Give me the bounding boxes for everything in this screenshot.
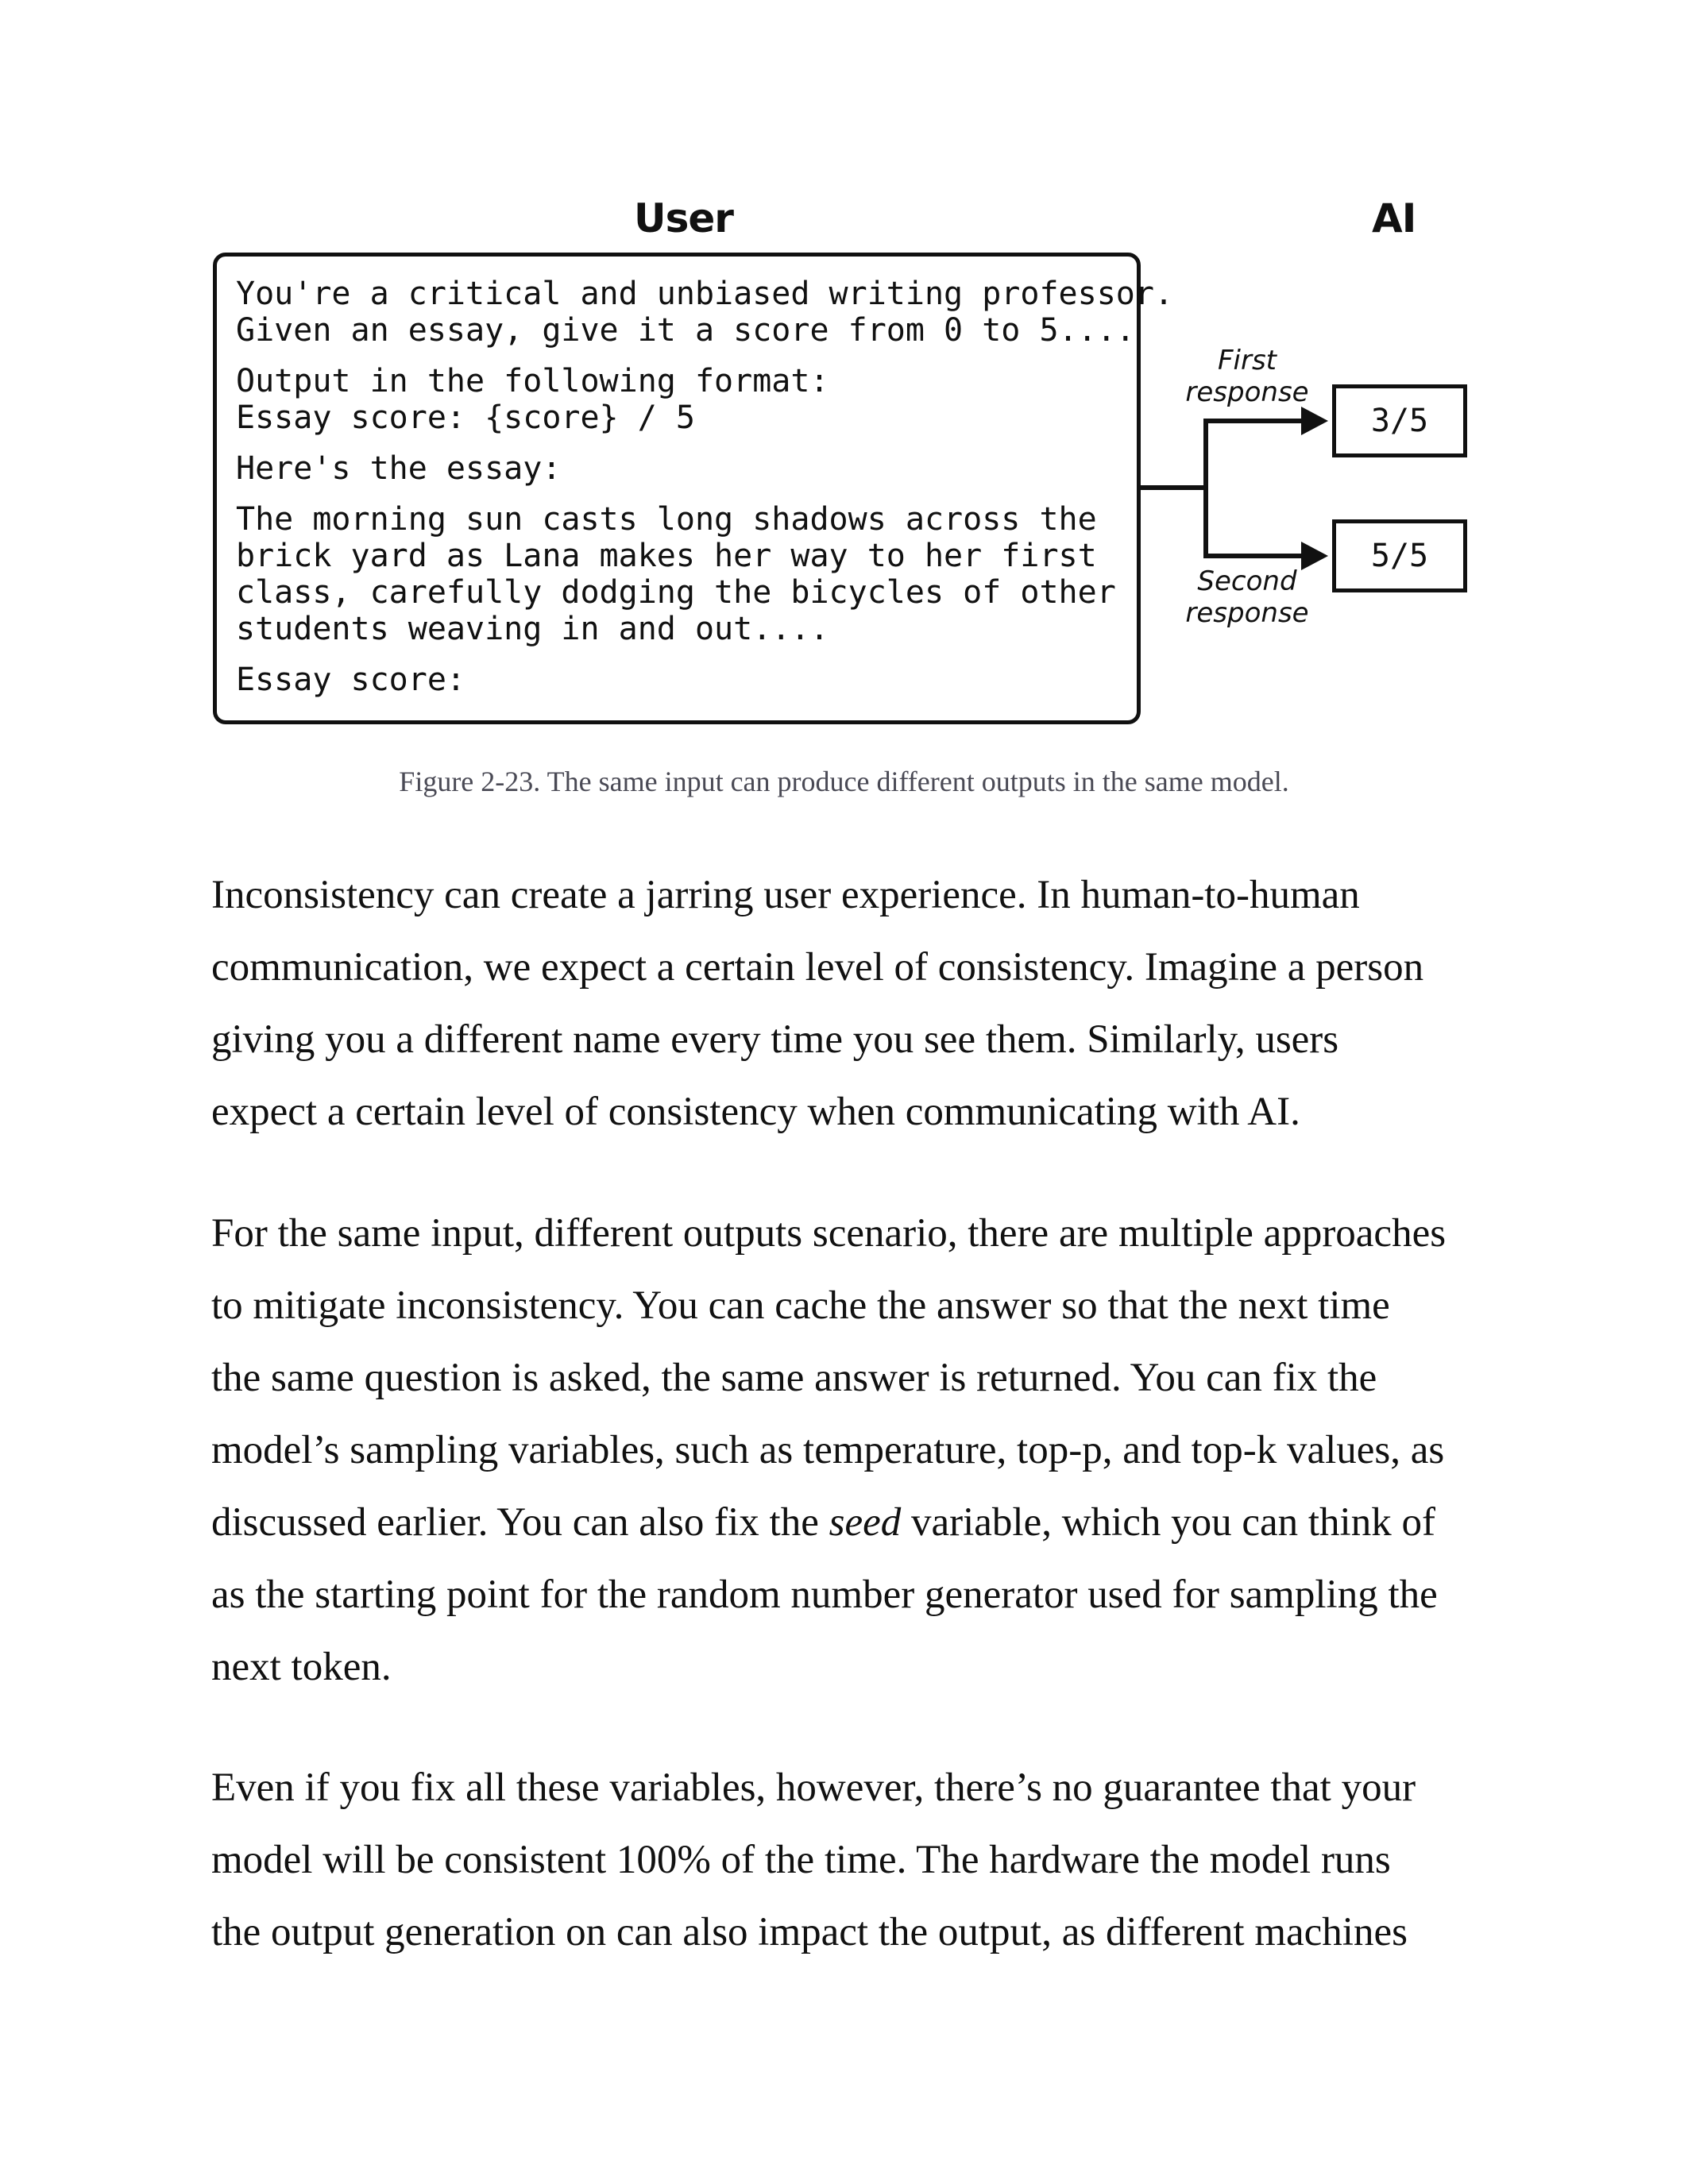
text-line: For the same input, different outputs scenario, there are multiple approaches	[211, 1211, 1447, 1256]
prompt-line: Essay score: {score} / 5	[236, 399, 695, 436]
prompt-line: students weaving in and out....	[236, 611, 829, 647]
text-line: expect a certain level of consistency when communicating with AI.	[211, 1090, 1300, 1134]
text-line: the same question is asked, the same answer is returned. You can fix the	[211, 1356, 1377, 1400]
text-run: variable, which you can think of	[901, 1500, 1435, 1545]
ai-column-header: AI	[1372, 195, 1416, 241]
text-line: Inconsistency can create a jarring user experience. In human-to-human	[211, 873, 1360, 917]
prompt-line: Given an essay, give it a score from 0 to 5....	[236, 312, 1135, 349]
text-line: next token.	[211, 1645, 392, 1689]
first-response-label: First response	[1185, 345, 1309, 408]
figure-caption: Figure 2-23. The same input can produce different outputs in the same model.	[399, 766, 1289, 797]
prompt-line: brick yard as Lana makes her way to her first	[236, 538, 1097, 574]
second-response-label: Second response	[1185, 565, 1309, 629]
text-line: Even if you fix all these variables, however, there’s no guarantee that your	[211, 1765, 1416, 1810]
text-line: model will be consistent 100% of the time. The hardware the model runs	[211, 1838, 1391, 1882]
text-line: communication, we expect a certain level of consistency. Imagine a person	[211, 945, 1424, 990]
text-line: model’s sampling variables, such as temperature, top-p, and top-k values, as	[211, 1428, 1445, 1472]
text-line: giving you a different name every time you see them. Similarly, users	[211, 1017, 1339, 1062]
user-column-header: User	[634, 195, 733, 241]
prompt-line: You're a critical and unbiased writing professor.	[236, 276, 1174, 312]
text-line: to mitigate inconsistency. You can cache the answer so that the next time	[211, 1283, 1390, 1328]
text-run: discussed earlier. You can also fix the	[211, 1500, 829, 1545]
second-score-box: 5/5	[1332, 519, 1467, 592]
seed-term: seed	[829, 1500, 902, 1545]
prompt-line: The morning sun casts long shadows across the	[236, 501, 1097, 538]
prompt-line: Essay score:	[236, 662, 465, 698]
text-line	[211, 1499, 1435, 1545]
first-score-box: 3/5	[1332, 384, 1467, 457]
prompt-line: Output in the following format:	[236, 363, 829, 399]
prompt-line: Here's the essay:	[236, 450, 562, 487]
prompt-line: class, carefully dodging the bicycles of other	[236, 574, 1116, 611]
text-line: as the starting point for the random number generator used for sampling the	[211, 1572, 1438, 1617]
text-line: the output generation on can also impact the output, as different machines	[211, 1910, 1408, 1954]
first-arrowhead	[1301, 407, 1328, 435]
figure-2-23	[0, 0, 1688, 842]
